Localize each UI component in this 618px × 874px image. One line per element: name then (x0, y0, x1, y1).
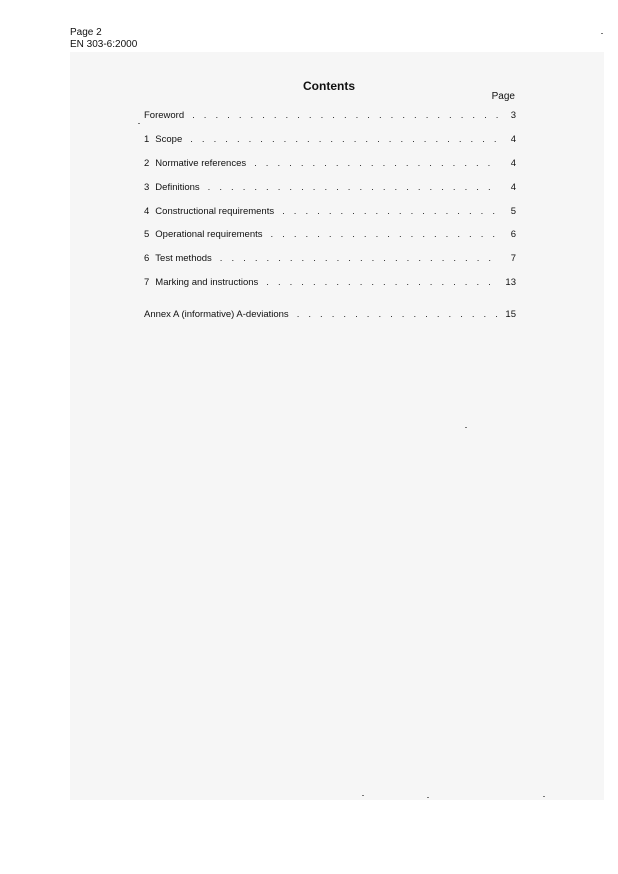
page-column-label: Page (491, 91, 515, 102)
scan-speck (138, 123, 140, 124)
toc-entry-label: Constructional requirements (155, 206, 275, 217)
toc-entry-page: 3 (510, 110, 516, 121)
toc-entry-operational-requirements[interactable] (144, 229, 516, 241)
toc-entry-label: Foreword (144, 110, 185, 121)
page-header (70, 27, 137, 51)
toc-entry-label: Operational requirements (155, 229, 263, 240)
scan-speck (465, 427, 467, 428)
toc-entry-page: 15 (505, 309, 516, 320)
toc-entry-page: 7 (510, 253, 516, 264)
toc-entry-label: Normative references (155, 158, 247, 169)
toc-entry-label: Annex A (informative) A-deviations (144, 309, 289, 320)
toc-entry-label: Test methods (155, 253, 212, 264)
toc-entry-label: Marking and instructions (155, 277, 259, 288)
toc-entry-annex-a[interactable] (144, 309, 516, 321)
toc-entry-number: 5 (144, 229, 150, 240)
page-number: Page 2 (70, 27, 102, 38)
toc-entry-foreword[interactable] (144, 110, 516, 122)
toc-entry-marking-and-instructions[interactable] (144, 277, 516, 289)
contents-title: Contents (303, 79, 355, 93)
toc-entry-number: 6 (144, 253, 150, 264)
toc-entry-page: 4 (510, 134, 516, 145)
toc-entry-page: 4 (510, 158, 516, 169)
toc-leader-dots (220, 253, 500, 265)
toc-entry-page: 5 (510, 206, 516, 217)
toc-entry-page: 6 (510, 229, 516, 240)
scan-speck (601, 33, 603, 34)
toc-leader-dots (297, 309, 500, 321)
toc-entry-number: 7 (144, 277, 150, 288)
toc-entry-definitions[interactable] (144, 182, 516, 194)
toc-entry-label: Definitions (155, 182, 200, 193)
toc-leader-dots (271, 229, 501, 241)
scan-speck (362, 795, 364, 796)
toc-entry-scope[interactable] (144, 134, 516, 146)
toc-entry-number: 3 (144, 182, 150, 193)
toc-entry-page: 4 (510, 182, 516, 193)
toc-leader-dots (190, 134, 500, 146)
toc-entry-number: 4 (144, 206, 150, 217)
toc-leader-dots (208, 182, 500, 194)
toc-entry-number: 1 (144, 134, 150, 145)
toc-entry-number: 2 (144, 158, 150, 169)
toc-entry-page: 13 (505, 277, 516, 288)
toc-leader-dots (282, 206, 500, 218)
toc-leader-dots (192, 110, 500, 122)
scan-speck (543, 796, 545, 797)
toc-leader-dots (254, 158, 500, 170)
scan-speck (427, 797, 429, 798)
toc-entry-constructional-requirements[interactable] (144, 206, 516, 218)
standard-id: EN 303-6:2000 (70, 39, 138, 50)
toc-entry-normative-references[interactable] (144, 158, 516, 170)
toc-entry-test-methods[interactable] (144, 253, 516, 265)
toc-entry-label: Scope (155, 134, 183, 145)
toc-leader-dots (266, 277, 500, 289)
